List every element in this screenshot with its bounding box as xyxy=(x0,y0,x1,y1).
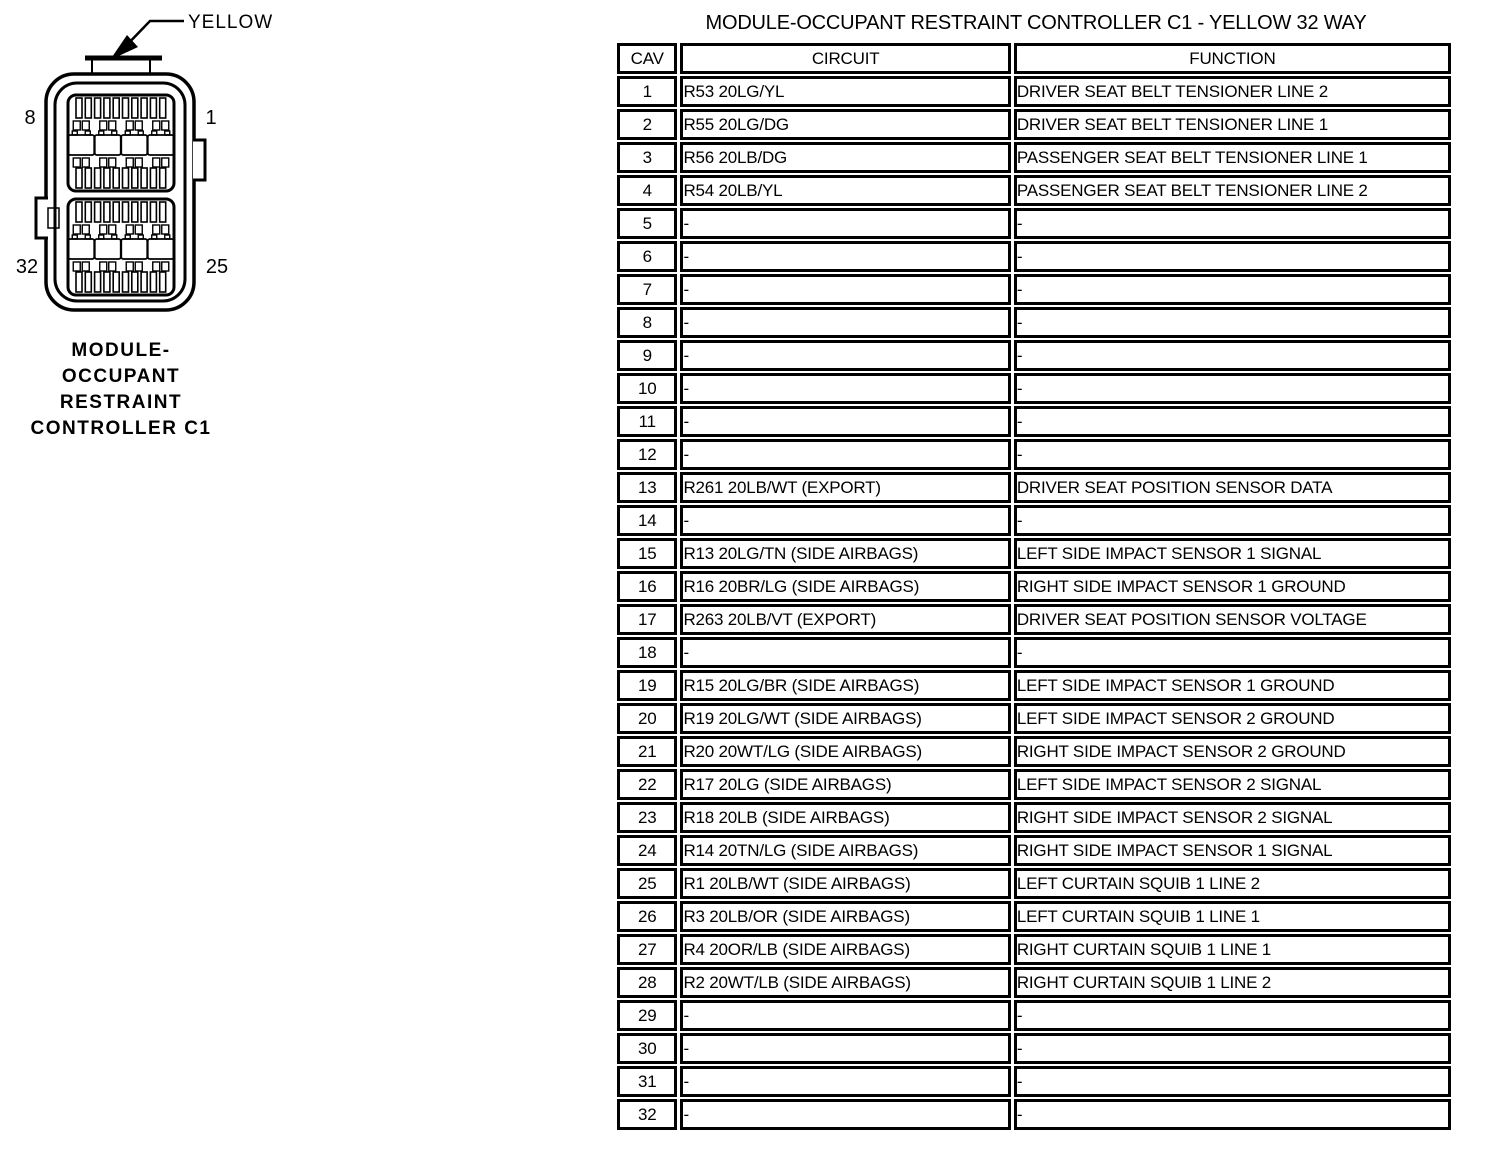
table-row xyxy=(617,472,1451,503)
table-row xyxy=(617,736,1451,767)
circuit-cell: R55 20LG/DG xyxy=(680,109,1010,140)
cavity-shape xyxy=(150,272,156,292)
function-cell: - xyxy=(1014,340,1451,371)
cavity-shape xyxy=(135,225,142,234)
table-row xyxy=(617,373,1451,404)
table-row xyxy=(617,604,1451,635)
cavity-shape xyxy=(125,131,130,135)
cavity-shape xyxy=(73,262,80,271)
cavity-shape xyxy=(113,98,119,118)
table-row xyxy=(617,1066,1451,1097)
circuit-cell: - xyxy=(680,1066,1010,1097)
table-row xyxy=(617,802,1451,833)
cavity-shape xyxy=(76,98,82,118)
cavity-shape xyxy=(113,272,119,292)
cavity-shape xyxy=(141,272,147,292)
circuit-cell: - xyxy=(680,1000,1010,1031)
cav-cell: 32 xyxy=(617,1099,677,1130)
function-cell: - xyxy=(1014,1000,1451,1031)
cavity-shape xyxy=(68,239,94,259)
function-cell: - xyxy=(1014,1066,1451,1097)
table-row xyxy=(617,967,1451,998)
cav-cell: 22 xyxy=(617,769,677,800)
cavity-shape xyxy=(76,202,82,222)
function-cell: - xyxy=(1014,1099,1451,1130)
cavity-shape xyxy=(73,158,80,167)
function-cell: LEFT SIDE IMPACT SENSOR 1 GROUND xyxy=(1014,670,1451,701)
cavity-shape xyxy=(162,121,169,130)
cav-cell: 2 xyxy=(617,109,677,140)
cavity-shape xyxy=(95,98,101,118)
circuit-cell: R13 20LG/TN (SIDE AIRBAGS) xyxy=(680,538,1010,569)
cavity-shape xyxy=(82,225,89,234)
cavity-shape xyxy=(100,158,107,167)
cavity-shape xyxy=(121,135,147,155)
cavity-shape xyxy=(126,121,133,130)
cav-cell: 25 xyxy=(617,868,677,899)
cavity-shape xyxy=(82,121,89,130)
cavity-shape xyxy=(153,262,160,271)
cavity-shape xyxy=(85,98,91,118)
circuit-cell: - xyxy=(680,241,1010,272)
function-cell: LEFT SIDE IMPACT SENSOR 2 GROUND xyxy=(1014,703,1451,734)
cavity-shape xyxy=(95,272,101,292)
circuit-cell: - xyxy=(680,439,1010,470)
table-row xyxy=(617,439,1451,470)
cav-cell: 8 xyxy=(617,307,677,338)
table-row xyxy=(617,208,1451,239)
circuit-cell: - xyxy=(680,274,1010,305)
cavity-shape xyxy=(100,225,107,234)
function-cell: DRIVER SEAT BELT TENSIONER LINE 2 xyxy=(1014,76,1451,107)
cavity-shape xyxy=(150,98,156,118)
table-row xyxy=(617,934,1451,965)
header-circuit: CIRCUIT xyxy=(680,43,1010,74)
circuit-cell: R263 20LB/VT (EXPORT) xyxy=(680,604,1010,635)
circuit-cell: R53 20LG/YL xyxy=(680,76,1010,107)
cavity-shape xyxy=(141,202,147,222)
circuit-cell: R3 20LB/OR (SIDE AIRBAGS) xyxy=(680,901,1010,932)
table-header-row xyxy=(617,43,1451,74)
cavity-shape xyxy=(73,121,80,130)
table-row xyxy=(617,703,1451,734)
cavity-shape xyxy=(121,239,147,259)
cavity-shape xyxy=(160,202,166,222)
circuit-cell: - xyxy=(680,208,1010,239)
pin-label-25: 25 xyxy=(205,256,229,278)
function-cell: RIGHT CURTAIN SQUIB 1 LINE 2 xyxy=(1014,967,1451,998)
cavity-shape xyxy=(112,235,117,239)
table-row xyxy=(617,175,1451,206)
circuit-cell: R261 20LB/WT (EXPORT) xyxy=(680,472,1010,503)
cavity-shape xyxy=(148,239,174,259)
cav-cell: 11 xyxy=(617,406,677,437)
function-cell: PASSENGER SEAT BELT TENSIONER LINE 2 xyxy=(1014,175,1451,206)
table-row xyxy=(617,901,1451,932)
circuit-cell: - xyxy=(680,373,1010,404)
table-row xyxy=(617,1033,1451,1064)
cav-cell: 18 xyxy=(617,637,677,668)
cavity-shape xyxy=(113,202,119,222)
cavity-shape xyxy=(135,158,142,167)
cav-cell: 29 xyxy=(617,1000,677,1031)
cavity-shape xyxy=(135,262,142,271)
cavity-shape xyxy=(109,262,116,271)
connector-caption-line-4: CONTROLLER C1 xyxy=(30,418,212,439)
cav-cell: 24 xyxy=(617,835,677,866)
cavity-shape xyxy=(153,121,160,130)
circuit-cell: R1 20LB/WT (SIDE AIRBAGS) xyxy=(680,868,1010,899)
cavity-shape xyxy=(152,235,157,239)
connector-left-notch xyxy=(36,198,48,238)
cavity-shape xyxy=(76,168,82,188)
connector-caption-line-3: RESTRAINT xyxy=(59,392,183,413)
function-cell: DRIVER SEAT POSITION SENSOR VOLTAGE xyxy=(1014,604,1451,635)
cavity-shape xyxy=(72,131,77,135)
table-row xyxy=(617,835,1451,866)
cavity-shape xyxy=(85,202,91,222)
pin-label-32: 32 xyxy=(15,256,39,278)
cavity-shape xyxy=(73,225,80,234)
connector-color-label: YELLOW xyxy=(188,12,274,33)
function-cell: RIGHT CURTAIN SQUIB 1 LINE 1 xyxy=(1014,934,1451,965)
cav-cell: 12 xyxy=(617,439,677,470)
circuit-cell: - xyxy=(680,340,1010,371)
circuit-cell: - xyxy=(680,637,1010,668)
cavity-shape xyxy=(100,262,107,271)
function-cell: - xyxy=(1014,439,1451,470)
cav-cell: 16 xyxy=(617,571,677,602)
function-cell: - xyxy=(1014,241,1451,272)
cavity-shape xyxy=(112,131,117,135)
header-function: FUNCTION xyxy=(1014,43,1451,74)
cavity-shape xyxy=(132,202,138,222)
cav-cell: 9 xyxy=(617,340,677,371)
circuit-cell: - xyxy=(680,1099,1010,1130)
cavity-shape xyxy=(141,168,147,188)
cavity-shape xyxy=(123,202,129,222)
cavity-shape xyxy=(68,135,94,155)
cavity-shape xyxy=(126,158,133,167)
cavity-shape xyxy=(135,121,142,130)
circuit-cell: - xyxy=(680,406,1010,437)
table-row xyxy=(617,670,1451,701)
circuit-cell: - xyxy=(680,307,1010,338)
table-row xyxy=(617,1000,1451,1031)
cav-cell: 23 xyxy=(617,802,677,833)
cavity-shape xyxy=(125,235,130,239)
function-cell: RIGHT SIDE IMPACT SENSOR 2 SIGNAL xyxy=(1014,802,1451,833)
cavity-shape xyxy=(150,168,156,188)
circuit-cell: R20 20WT/LG (SIDE AIRBAGS) xyxy=(680,736,1010,767)
cav-cell: 20 xyxy=(617,703,677,734)
pinout-table-body xyxy=(617,76,1451,1130)
cav-cell: 28 xyxy=(617,967,677,998)
cavity-shape xyxy=(138,131,143,135)
cavity-shape xyxy=(162,225,169,234)
cavity-shape xyxy=(132,168,138,188)
circuit-cell: - xyxy=(680,505,1010,536)
connector-cavities-top xyxy=(68,98,174,188)
cav-cell: 26 xyxy=(617,901,677,932)
connector-diagram-svg xyxy=(0,0,280,460)
cavity-shape xyxy=(109,121,116,130)
function-cell: - xyxy=(1014,208,1451,239)
table-row xyxy=(617,109,1451,140)
function-cell: LEFT SIDE IMPACT SENSOR 1 SIGNAL xyxy=(1014,538,1451,569)
cav-cell: 1 xyxy=(617,76,677,107)
cav-cell: 5 xyxy=(617,208,677,239)
cavity-shape xyxy=(85,168,91,188)
cavity-shape xyxy=(104,98,110,118)
function-cell: LEFT SIDE IMPACT SENSOR 2 SIGNAL xyxy=(1014,769,1451,800)
circuit-cell: R15 20LG/BR (SIDE AIRBAGS) xyxy=(680,670,1010,701)
header-cav: CAV xyxy=(617,43,677,74)
cavity-shape xyxy=(126,262,133,271)
pin-label-8: 8 xyxy=(24,107,36,129)
function-cell: - xyxy=(1014,637,1451,668)
connector-caption-line-1: MODULE- xyxy=(71,340,171,361)
table-row xyxy=(617,868,1451,899)
table-row xyxy=(617,1099,1451,1130)
function-cell: - xyxy=(1014,307,1451,338)
pin-label-1: 1 xyxy=(205,107,217,129)
cav-cell: 7 xyxy=(617,274,677,305)
cavity-shape xyxy=(104,202,110,222)
pinout-table xyxy=(614,41,1454,1132)
cavity-shape xyxy=(160,98,166,118)
cavity-shape xyxy=(165,131,170,135)
cavity-shape xyxy=(113,168,119,188)
cavity-shape xyxy=(100,121,107,130)
circuit-cell: R19 20LG/WT (SIDE AIRBAGS) xyxy=(680,703,1010,734)
circuit-cell: R54 20LB/YL xyxy=(680,175,1010,206)
cavity-shape xyxy=(99,131,104,135)
cavity-shape xyxy=(85,235,90,239)
table-row xyxy=(617,538,1451,569)
cav-cell: 21 xyxy=(617,736,677,767)
cavity-shape xyxy=(160,168,166,188)
cavity-shape xyxy=(95,202,101,222)
circuit-cell: R14 20TN/LG (SIDE AIRBAGS) xyxy=(680,835,1010,866)
cav-cell: 14 xyxy=(617,505,677,536)
function-cell: - xyxy=(1014,373,1451,404)
function-cell: - xyxy=(1014,406,1451,437)
page-title: MODULE-OCCUPANT RESTRAINT CONTROLLER C1 - YELLOW 32 WAY xyxy=(705,12,1367,34)
cavity-shape xyxy=(109,158,116,167)
cavity-shape xyxy=(165,235,170,239)
pinout-section xyxy=(614,12,1458,1132)
cav-cell: 4 xyxy=(617,175,677,206)
cavity-shape xyxy=(95,135,121,155)
circuit-cell: R17 20LG (SIDE AIRBAGS) xyxy=(680,769,1010,800)
connector-cavities-bottom xyxy=(68,202,174,292)
cavity-shape xyxy=(82,262,89,271)
table-row xyxy=(617,142,1451,173)
cav-cell: 19 xyxy=(617,670,677,701)
cavity-shape xyxy=(126,225,133,234)
table-row xyxy=(617,307,1451,338)
cav-cell: 17 xyxy=(617,604,677,635)
function-cell: RIGHT SIDE IMPACT SENSOR 2 GROUND xyxy=(1014,736,1451,767)
cav-cell: 15 xyxy=(617,538,677,569)
connector-caption-line-2: OCCUPANT xyxy=(61,366,181,387)
cav-cell: 27 xyxy=(617,934,677,965)
cavity-shape xyxy=(141,98,147,118)
function-cell: RIGHT SIDE IMPACT SENSOR 1 SIGNAL xyxy=(1014,835,1451,866)
cavity-shape xyxy=(82,158,89,167)
cavity-shape xyxy=(85,272,91,292)
cavity-shape xyxy=(95,239,121,259)
table-row xyxy=(617,340,1451,371)
circuit-cell: R4 20OR/LB (SIDE AIRBAGS) xyxy=(680,934,1010,965)
table-row xyxy=(617,76,1451,107)
cavity-shape xyxy=(123,98,129,118)
cavity-shape xyxy=(152,131,157,135)
table-row xyxy=(617,505,1451,536)
table-row xyxy=(617,406,1451,437)
connector-figure xyxy=(0,0,280,460)
circuit-cell: - xyxy=(680,1033,1010,1064)
cavity-shape xyxy=(153,158,160,167)
circuit-cell: R18 20LB (SIDE AIRBAGS) xyxy=(680,802,1010,833)
cavity-shape xyxy=(138,235,143,239)
cav-cell: 31 xyxy=(617,1066,677,1097)
circuit-cell: R16 20BR/LG (SIDE AIRBAGS) xyxy=(680,571,1010,602)
cavity-shape xyxy=(132,98,138,118)
cavity-shape xyxy=(76,272,82,292)
function-cell: DRIVER SEAT BELT TENSIONER LINE 1 xyxy=(1014,109,1451,140)
function-cell: - xyxy=(1014,1033,1451,1064)
table-row xyxy=(617,637,1451,668)
cav-cell: 10 xyxy=(617,373,677,404)
cavity-shape xyxy=(123,168,129,188)
function-cell: - xyxy=(1014,274,1451,305)
cavity-shape xyxy=(150,202,156,222)
cav-cell: 30 xyxy=(617,1033,677,1064)
circuit-cell: R56 20LB/DG xyxy=(680,142,1010,173)
cavity-shape xyxy=(162,262,169,271)
cavity-shape xyxy=(160,272,166,292)
cavity-shape xyxy=(132,272,138,292)
cavity-shape xyxy=(104,272,110,292)
table-row xyxy=(617,571,1451,602)
cavity-shape xyxy=(85,131,90,135)
function-cell: - xyxy=(1014,505,1451,536)
cavity-shape xyxy=(162,158,169,167)
cav-cell: 3 xyxy=(617,142,677,173)
table-row xyxy=(617,769,1451,800)
function-cell: RIGHT SIDE IMPACT SENSOR 1 GROUND xyxy=(1014,571,1451,602)
cavity-shape xyxy=(104,168,110,188)
circuit-cell: R2 20WT/LB (SIDE AIRBAGS) xyxy=(680,967,1010,998)
cavity-shape xyxy=(148,135,174,155)
cav-cell: 6 xyxy=(617,241,677,272)
cavity-shape xyxy=(99,235,104,239)
table-row xyxy=(617,274,1451,305)
connector-right-notch xyxy=(193,140,205,180)
function-cell: LEFT CURTAIN SQUIB 1 LINE 1 xyxy=(1014,901,1451,932)
cav-cell: 13 xyxy=(617,472,677,503)
function-cell: LEFT CURTAIN SQUIB 1 LINE 2 xyxy=(1014,868,1451,899)
cavity-shape xyxy=(123,272,129,292)
cavity-shape xyxy=(95,168,101,188)
function-cell: PASSENGER SEAT BELT TENSIONER LINE 1 xyxy=(1014,142,1451,173)
function-cell: DRIVER SEAT POSITION SENSOR DATA xyxy=(1014,472,1451,503)
cavity-shape xyxy=(72,235,77,239)
cavity-shape xyxy=(109,225,116,234)
cavity-shape xyxy=(153,225,160,234)
table-row xyxy=(617,241,1451,272)
